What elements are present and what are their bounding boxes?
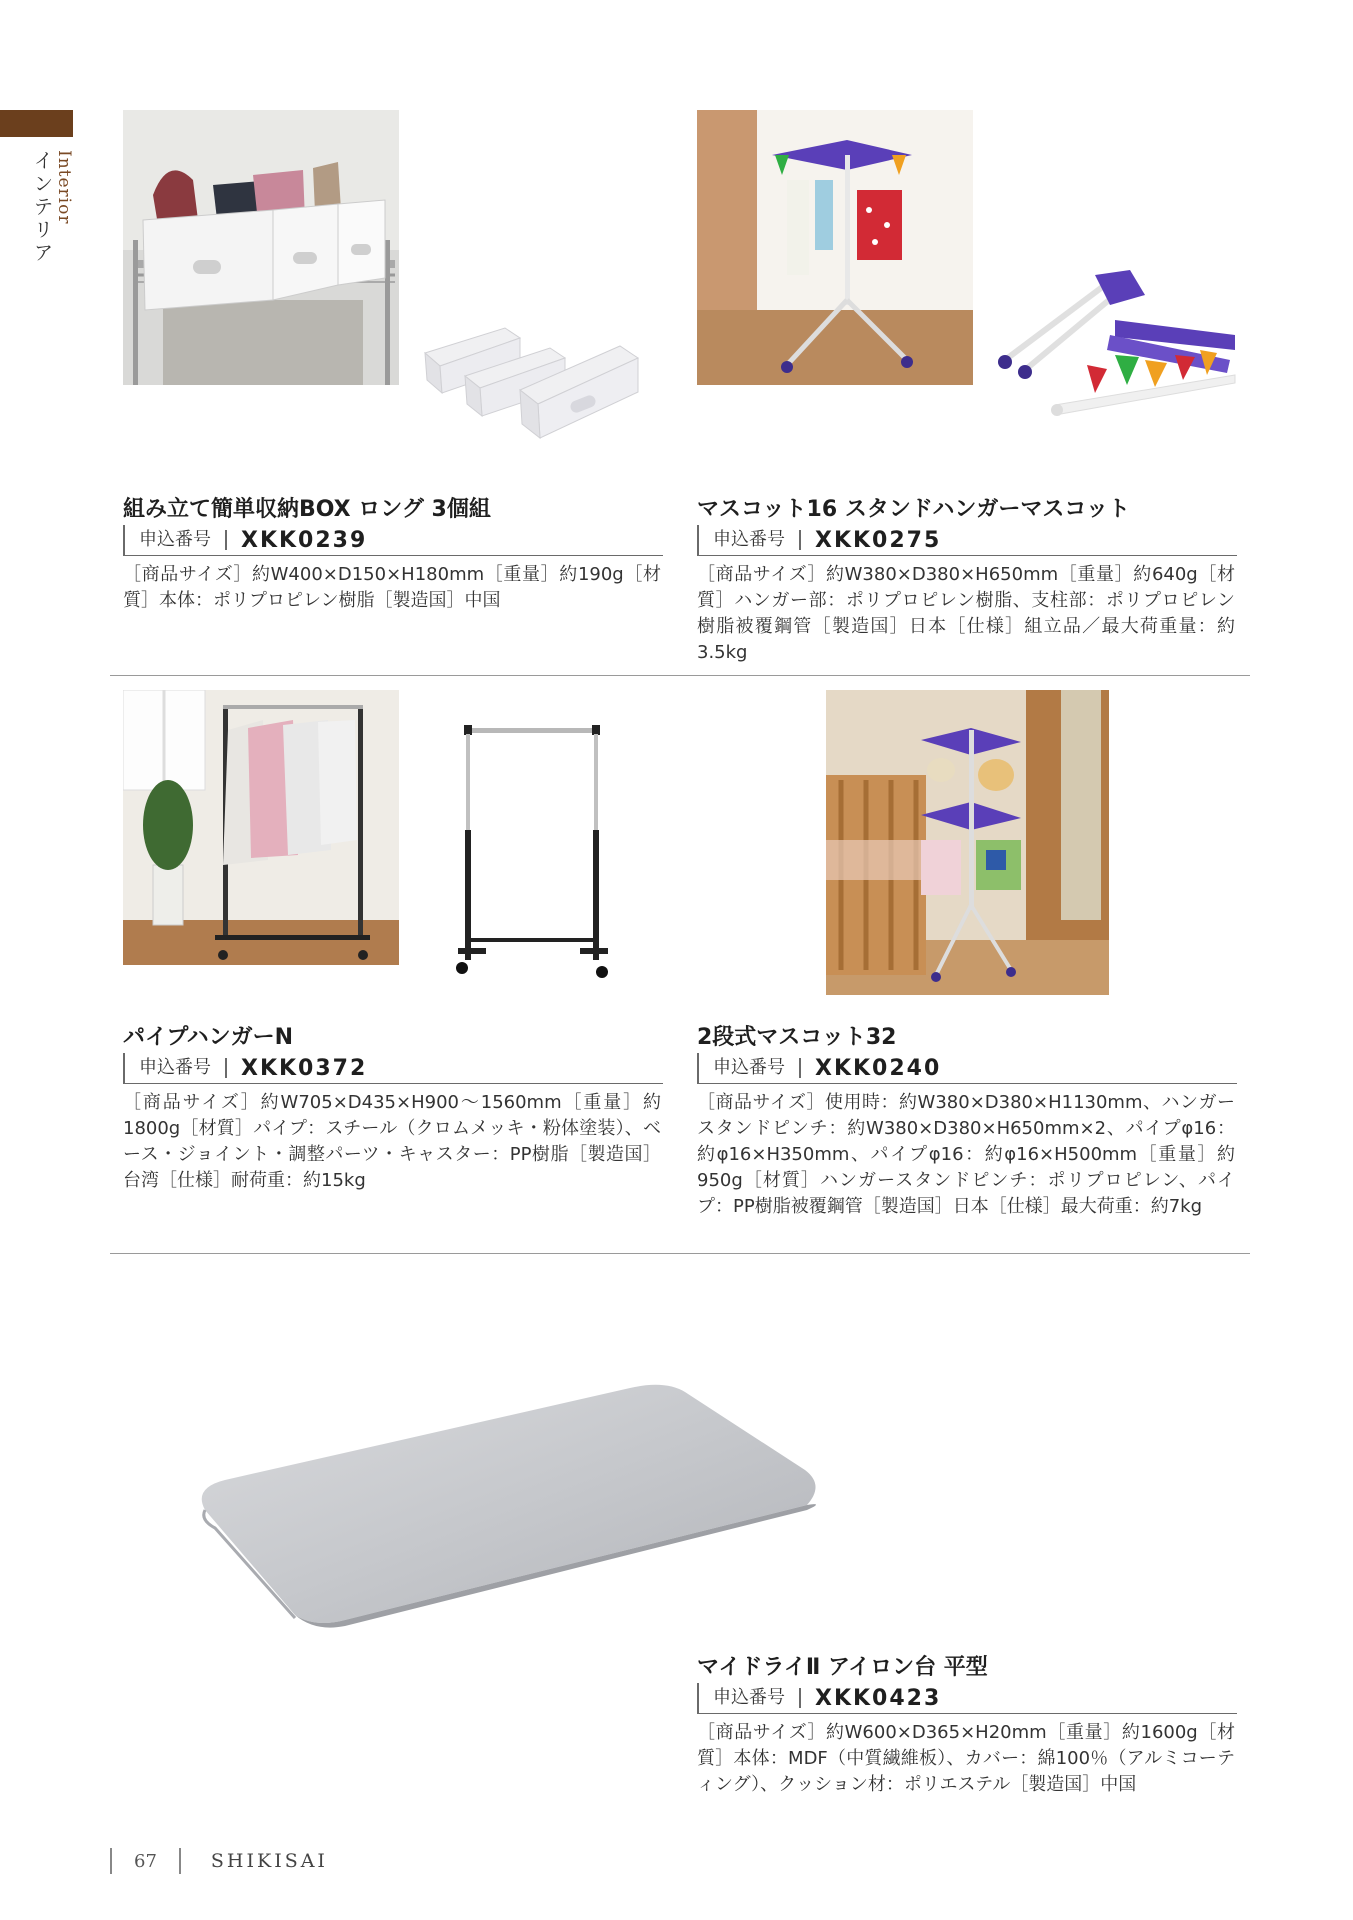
product-description: ［商品サイズ］約W380×D380×H650mm［重量］約640g［材質］ハンガー部：ポリプロピレン樹脂、支柱部：ポリプロピレン樹脂被覆鋼管［製造国］日本［仕様］組立品／最大荷重量：約3.5kg [697, 564, 1235, 663]
product-title: パイプハンガーN [123, 1025, 293, 1050]
order-code-value: XKK0372 [241, 1055, 368, 1081]
order-code-value: XKK0240 [815, 1055, 942, 1081]
order-code-label: 申込番号 [699, 1688, 801, 1708]
section-tab-bar [0, 110, 73, 137]
order-code-row [697, 1053, 1237, 1084]
order-code-label: 申込番号 [125, 1058, 227, 1078]
order-code-value: XKK0423 [815, 1685, 942, 1711]
product-title: 2段式マスコット32 [697, 1025, 897, 1050]
order-code-value: XKK0275 [815, 527, 942, 553]
order-code-label: 申込番号 [699, 530, 801, 550]
product-title: マスコット16 スタンドハンガーマスコット [697, 497, 1130, 522]
order-code-label: 申込番号 [699, 1058, 801, 1078]
product-photo-ironing-board [185, 1380, 820, 1635]
page-number: 67 [134, 1850, 157, 1872]
product-photo-pipe-hanger-cutout [452, 720, 612, 982]
product-photo-stand-hanger-folded [995, 265, 1240, 455]
product-title: 組み立て簡単収納BOX ロング 3個組 [123, 497, 491, 522]
product-photo-pipe-hanger-scene [123, 690, 399, 965]
product-photo-stand-hanger-scene [697, 110, 973, 385]
product-photo-storage-box-scene [123, 110, 399, 385]
product-photo-two-tier-hanger-scene [826, 690, 1109, 995]
order-code-value: XKK0239 [241, 527, 368, 553]
order-code-row [123, 525, 663, 556]
section-label-japanese: インテリア [30, 150, 54, 265]
product-photo-storage-box-cutout [420, 318, 645, 443]
section-divider [110, 675, 1250, 676]
order-code-row [697, 525, 1237, 556]
product-description: ［商品サイズ］約W705×D435×H900〜1560mm［重量］約1800g［材質］パイプ：スチール（クロムメッキ・粉体塗装）、ベース・ジョイント・調整パーツ・キャスター：PP樹脂［製造国］台湾［仕様］耐荷重：約15kg [123, 1092, 661, 1191]
order-code-row [123, 1053, 663, 1084]
product-title: マイドライⅡ アイロン台 平型 [697, 1655, 988, 1680]
product-description: ［商品サイズ］約W400×D150×H180mm［重量］約190g［材質］本体：ポリプロピレン樹脂［製造国］中国 [123, 564, 661, 611]
catalog-brand: SHIKISAI [210, 1850, 328, 1872]
product-description: ［商品サイズ］使用時：約W380×D380×H1130mm、ハンガースタンドピンチ：約W380×D380×H650mm×2、パイプφ16：約φ16×H350mm、パイプφ16：約φ16×H500mm［重量］約950g［材質］ハンガースタンドピンチ：ポリプロピレン、パイプ：PP樹脂被覆鋼管［製造国］日本［仕様］最大荷重：約7kg [697, 1092, 1235, 1217]
order-code-label: 申込番号 [125, 530, 227, 550]
section-label-english: Interior [54, 150, 74, 225]
section-divider [110, 1253, 1250, 1254]
page-footer [110, 1848, 328, 1874]
product-description: ［商品サイズ］約W600×D365×H20mm［重量］約1600g［材質］本体：MDF（中質繊維板）、カバー：綿100％（アルミコーティング）、クッション材：ポリエステル［製造国］中国 [697, 1722, 1235, 1795]
order-code-row [697, 1683, 1237, 1714]
